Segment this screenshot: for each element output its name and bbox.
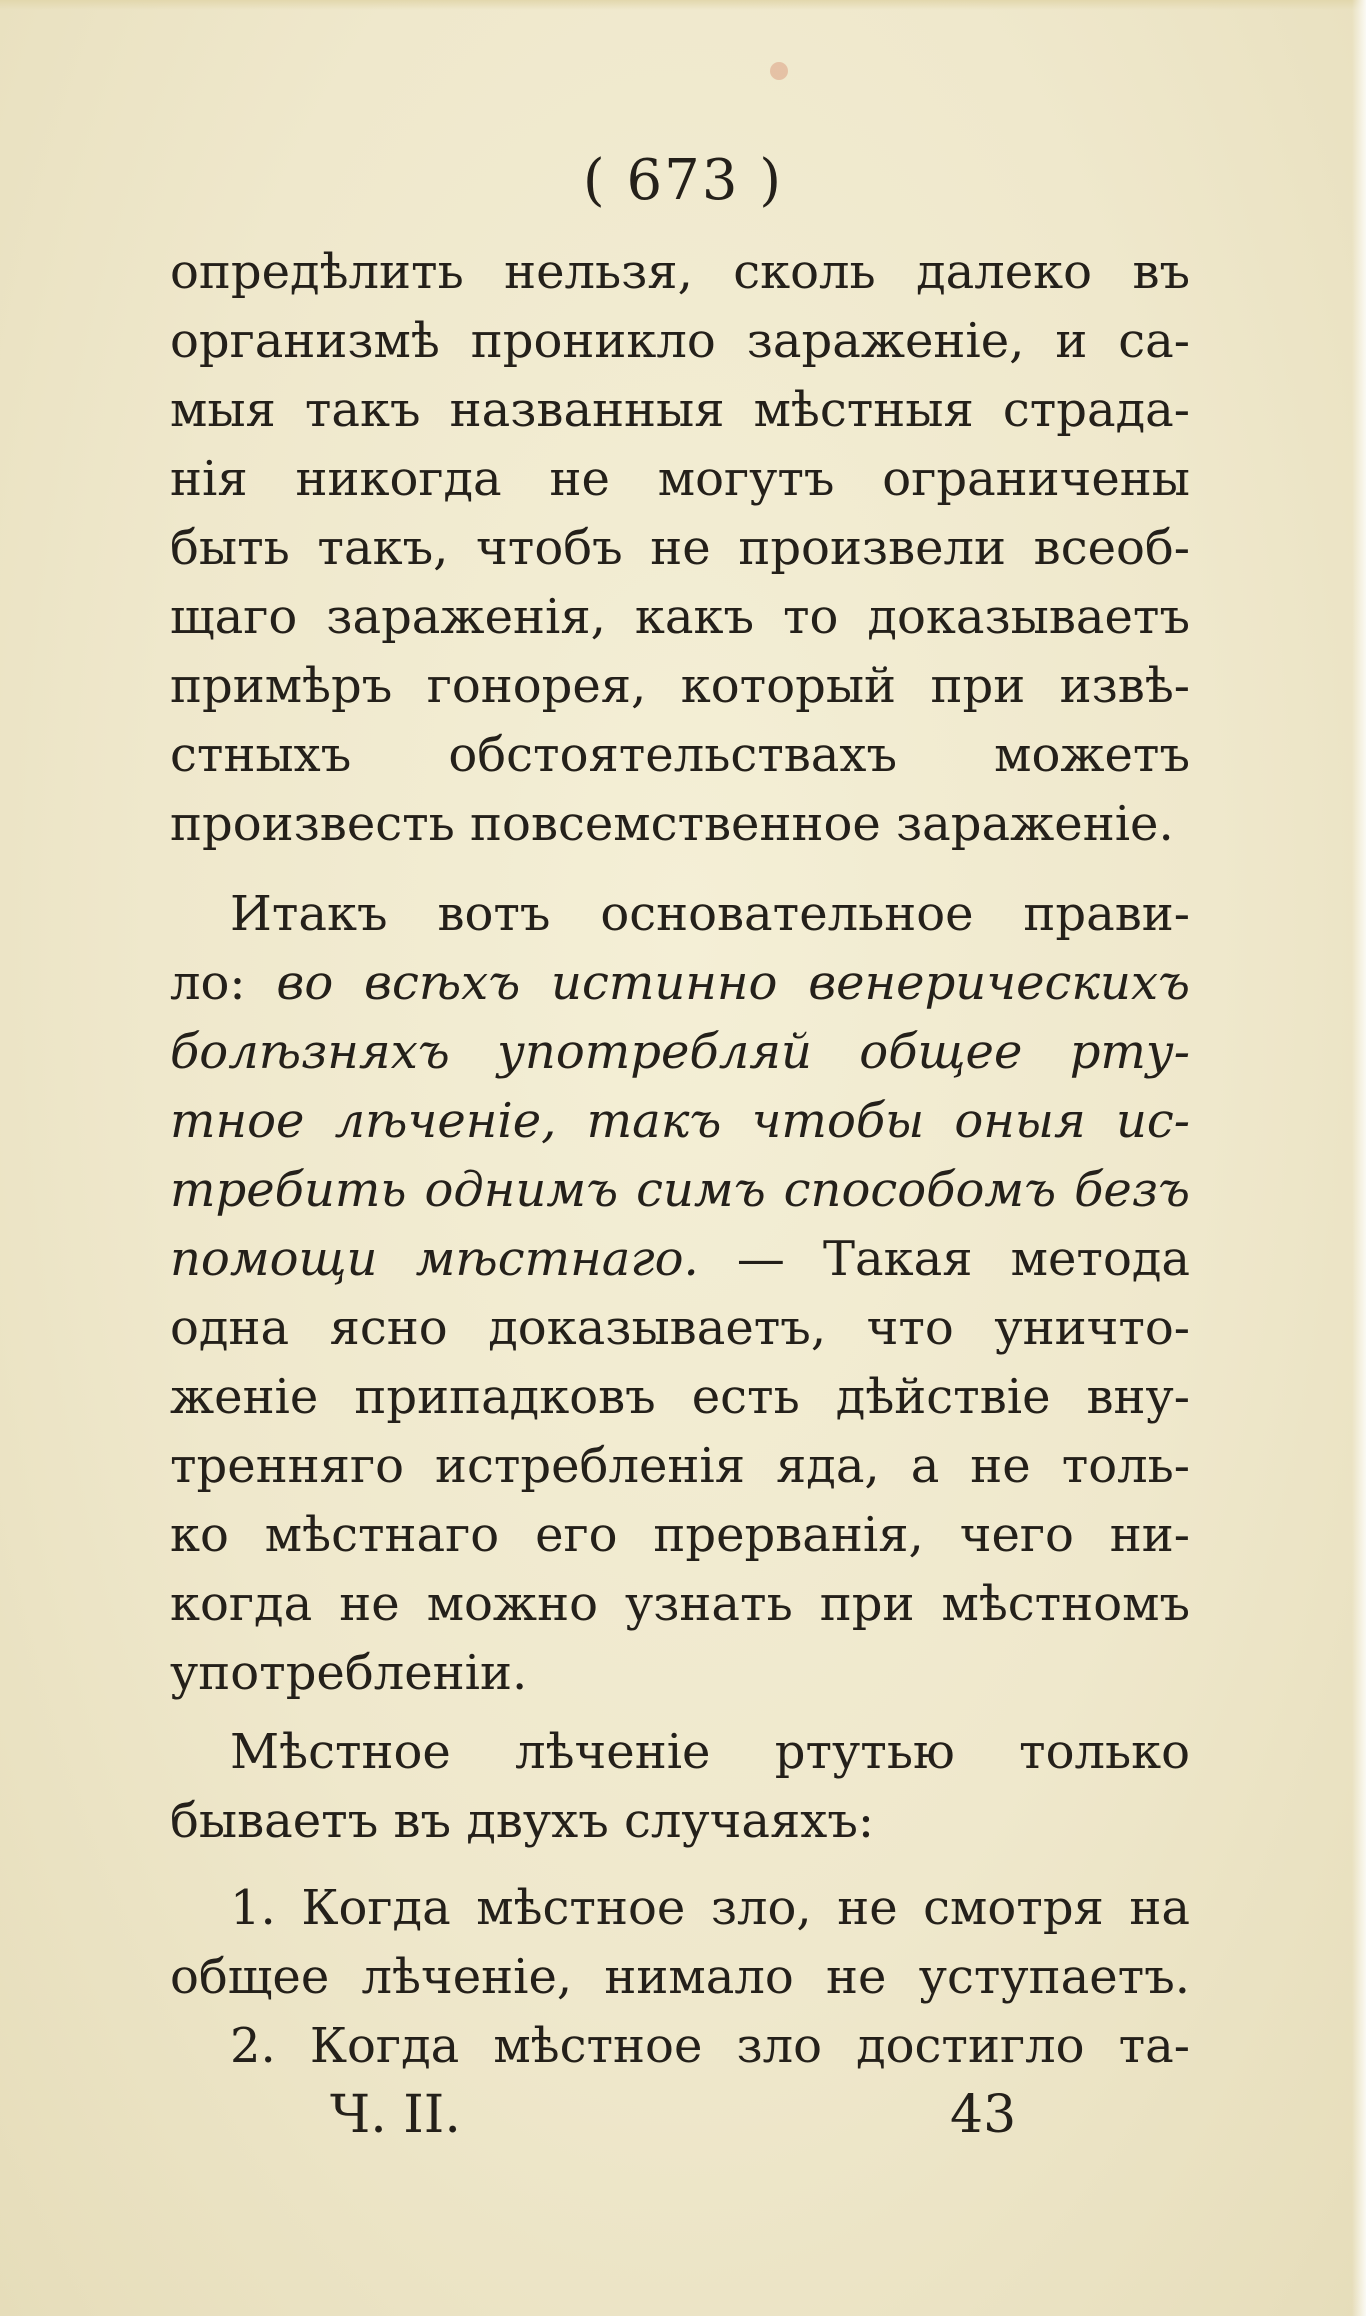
- text-line: треннягo истребленія яда, а не толь-: [170, 1438, 1190, 1494]
- text-line: произвесть повсемственное зараженіе.: [170, 796, 1174, 852]
- text-line: [170, 1225, 1190, 1294]
- text-line: быть такъ, чтобъ не произвели всеоб-: [170, 520, 1190, 576]
- text-line: 1. Когда мѣстное зло, не смотря на: [230, 1880, 1190, 1936]
- text-line: бываетъ въ двухъ случаяхъ:: [170, 1793, 875, 1849]
- page-footer: [0, 2085, 1366, 2165]
- text-line: опредѣлить нельзя, сколь далеко въ: [170, 244, 1190, 300]
- text-line: одна ясно доказываетъ, что уничто-: [170, 1300, 1190, 1356]
- sheet-number: 43: [950, 2085, 1017, 2145]
- text-line: [170, 949, 1190, 1018]
- text-line: когда не можно узнать при мѣстномъ: [170, 1576, 1190, 1632]
- italic-text-line: болѣзняхъ употребляй общее рту-: [170, 1024, 1190, 1080]
- text-segment: — Такая метода: [698, 1231, 1191, 1287]
- text-line: нія никогда не могутъ ограничены: [170, 451, 1190, 507]
- text-line: организмѣ проникло зараженіе, и са-: [170, 313, 1190, 369]
- text-line: употребленіи.: [170, 1645, 528, 1701]
- paragraph-1: [170, 238, 1190, 859]
- signature-mark: Ч. II.: [330, 2085, 461, 2145]
- italic-text-line: требить однимъ симъ способомъ безъ: [170, 1162, 1190, 1218]
- text-line: общее лѣченіе, нимало не уступаетъ.: [170, 1949, 1190, 2005]
- text-segment: Итакъ вотъ основательное прави-: [230, 886, 1190, 942]
- text-segment: ло:: [170, 955, 277, 1011]
- text-line: примѣръ гонорея, который при извѣ-: [170, 658, 1190, 714]
- text-line: стныхъ обстоятельствахъ можетъ: [170, 727, 1190, 783]
- text-line: мыя такъ названныя мѣстныя страда-: [170, 382, 1190, 438]
- page-number: ( 673 ): [582, 148, 784, 213]
- text-line: Мѣстное лѣченіе ртутью только: [230, 1724, 1190, 1780]
- paragraph-4: [170, 1874, 1190, 2081]
- text-line: ко мѣстнаго его прерванія, чего ни-: [170, 1507, 1190, 1563]
- text-line: щаго зараженія, какъ то доказываетъ: [170, 589, 1190, 645]
- text-line: 2. Когда мѣстное зло достигло та-: [230, 2018, 1190, 2074]
- paragraph-3: [170, 1718, 1190, 1856]
- page-right-edge: [1352, 0, 1366, 2316]
- italic-text-segment: во всѣхъ истинно венерическихъ: [276, 955, 1191, 1011]
- paragraph-2: [170, 880, 1190, 1708]
- italic-text-segment: помощи мѣстнаго.: [170, 1231, 699, 1287]
- page-top-shadow: [0, 0, 1366, 10]
- text-line: женіе припадковъ есть дѣйствіе вну-: [170, 1369, 1190, 1425]
- text-line: [170, 880, 1190, 949]
- paper-stain: [770, 62, 788, 80]
- italic-text-line: тное лѣченіе, такъ чтобы оныя ис-: [170, 1093, 1190, 1149]
